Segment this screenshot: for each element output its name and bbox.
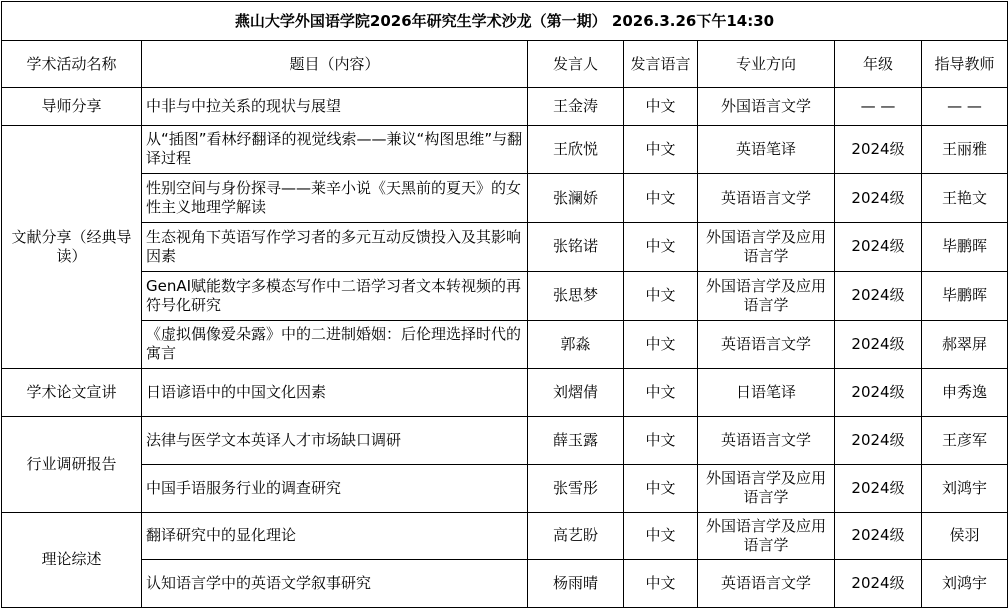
- major-cell: 日语笔译: [698, 369, 835, 417]
- grade-cell: 2024级: [835, 512, 922, 560]
- header-row: [2, 41, 1008, 88]
- advisor-cell: 刘鸿宇: [922, 560, 1008, 608]
- advisor-cell: 郝翠屏: [922, 320, 1008, 369]
- category-cell: 行业调研报告: [2, 417, 142, 512]
- category-cell: 理论综述: [2, 512, 142, 607]
- grade-cell: 2024级: [835, 125, 922, 174]
- table-row: [2, 464, 1008, 512]
- language-cell: 中文: [624, 560, 698, 608]
- category-cell: 导师分享: [2, 88, 142, 126]
- grade-cell: 2024级: [835, 560, 922, 608]
- major-cell: 英语笔译: [698, 125, 835, 174]
- table-row: [2, 417, 1008, 465]
- major-cell: 外国语言学及应用语言学: [698, 223, 835, 272]
- table-row: [2, 320, 1008, 369]
- speaker-cell: 薛玉露: [528, 417, 624, 465]
- language-cell: 中文: [624, 369, 698, 417]
- salon-schedule-table: [1, 1, 1008, 608]
- advisor-cell: 侯羽: [922, 512, 1008, 560]
- major-cell: 外国语言文学: [698, 88, 835, 126]
- advisor-cell: 王丽雅: [922, 125, 1008, 174]
- topic-cell: 从“插图”看林纾翻译的视觉线索——兼议“构图思维”与翻译过程: [142, 125, 528, 174]
- grade-cell: 2024级: [835, 174, 922, 223]
- topic-cell: 中国手语服务行业的调查研究: [142, 464, 528, 512]
- advisor-cell: — —: [922, 88, 1008, 126]
- speaker-cell: 王金涛: [528, 88, 624, 126]
- topic-cell: 性别空间与身份探寻——莱辛小说《天黑前的夏天》的女性主义地理学解读: [142, 174, 528, 223]
- advisor-cell: 王彦军: [922, 417, 1008, 465]
- speaker-cell: 张澜娇: [528, 174, 624, 223]
- language-cell: 中文: [624, 174, 698, 223]
- table-row: [2, 560, 1008, 608]
- language-cell: 中文: [624, 88, 698, 126]
- header-topic: 题目（内容）: [142, 41, 528, 88]
- major-cell: 英语语言文学: [698, 560, 835, 608]
- advisor-cell: 毕鹏晖: [922, 271, 1008, 320]
- advisor-cell: 王艳文: [922, 174, 1008, 223]
- language-cell: 中文: [624, 464, 698, 512]
- header-major: 专业方向: [698, 41, 835, 88]
- topic-cell: 生态视角下英语写作学习者的多元互动反馈投入及其影响因素: [142, 223, 528, 272]
- grade-cell: 2024级: [835, 417, 922, 465]
- topic-cell: 法律与医学文本英译人才市场缺口调研: [142, 417, 528, 465]
- major-cell: 外国语言学及应用语言学: [698, 464, 835, 512]
- topic-cell: 日语谚语中的中国文化因素: [142, 369, 528, 417]
- speaker-cell: 张雪彤: [528, 464, 624, 512]
- table-row: [2, 174, 1008, 223]
- language-cell: 中文: [624, 320, 698, 369]
- speaker-cell: 张思梦: [528, 271, 624, 320]
- header-speaker: 发言人: [528, 41, 624, 88]
- major-cell: 英语语言文学: [698, 417, 835, 465]
- language-cell: 中文: [624, 125, 698, 174]
- table-row: [2, 125, 1008, 174]
- header-category: 学术活动名称: [2, 41, 142, 88]
- grade-cell: 2024级: [835, 320, 922, 369]
- major-cell: 外国语言学及应用语言学: [698, 512, 835, 560]
- grade-cell: 2024级: [835, 271, 922, 320]
- table-row: [2, 271, 1008, 320]
- language-cell: 中文: [624, 417, 698, 465]
- major-cell: 英语语言文学: [698, 174, 835, 223]
- topic-cell: 《虚拟偶像爱朵露》中的二进制婚姻：后伦理选择时代的寓言: [142, 320, 528, 369]
- language-cell: 中文: [624, 223, 698, 272]
- advisor-cell: 申秀逸: [922, 369, 1008, 417]
- language-cell: 中文: [624, 512, 698, 560]
- header-grade: 年级: [835, 41, 922, 88]
- speaker-cell: 杨雨晴: [528, 560, 624, 608]
- header-advisor: 指导教师: [922, 41, 1008, 88]
- topic-cell: 中非与中拉关系的现状与展望: [142, 88, 528, 126]
- speaker-cell: 王欣悦: [528, 125, 624, 174]
- category-cell: 文献分享（经典导读）: [2, 125, 142, 369]
- speaker-cell: 郭淼: [528, 320, 624, 369]
- table-row: [2, 223, 1008, 272]
- topic-cell: 翻译研究中的显化理论: [142, 512, 528, 560]
- advisor-cell: 刘鸿宇: [922, 464, 1008, 512]
- speaker-cell: 张铭诺: [528, 223, 624, 272]
- sheet-title: 燕山大学外国语学院2026年研究生学术沙龙（第一期） 2026.3.26下午14:30: [2, 2, 1008, 41]
- grade-cell: — —: [835, 88, 922, 126]
- table-row: [2, 88, 1008, 126]
- header-language: 发言语言: [624, 41, 698, 88]
- advisor-cell: 毕鹏晖: [922, 223, 1008, 272]
- table-row: [2, 512, 1008, 560]
- major-cell: 英语语言文学: [698, 320, 835, 369]
- speaker-cell: 高艺盼: [528, 512, 624, 560]
- topic-cell: 认知语言学中的英语文学叙事研究: [142, 560, 528, 608]
- grade-cell: 2024级: [835, 223, 922, 272]
- table-row: [2, 369, 1008, 417]
- language-cell: 中文: [624, 271, 698, 320]
- major-cell: 外国语言学及应用语言学: [698, 271, 835, 320]
- grade-cell: 2024级: [835, 464, 922, 512]
- category-cell: 学术论文宣讲: [2, 369, 142, 417]
- topic-cell: GenAI赋能数字多模态写作中二语学习者文本转视频的再符号化研究: [142, 271, 528, 320]
- grade-cell: 2024级: [835, 369, 922, 417]
- speaker-cell: 刘熠倩: [528, 369, 624, 417]
